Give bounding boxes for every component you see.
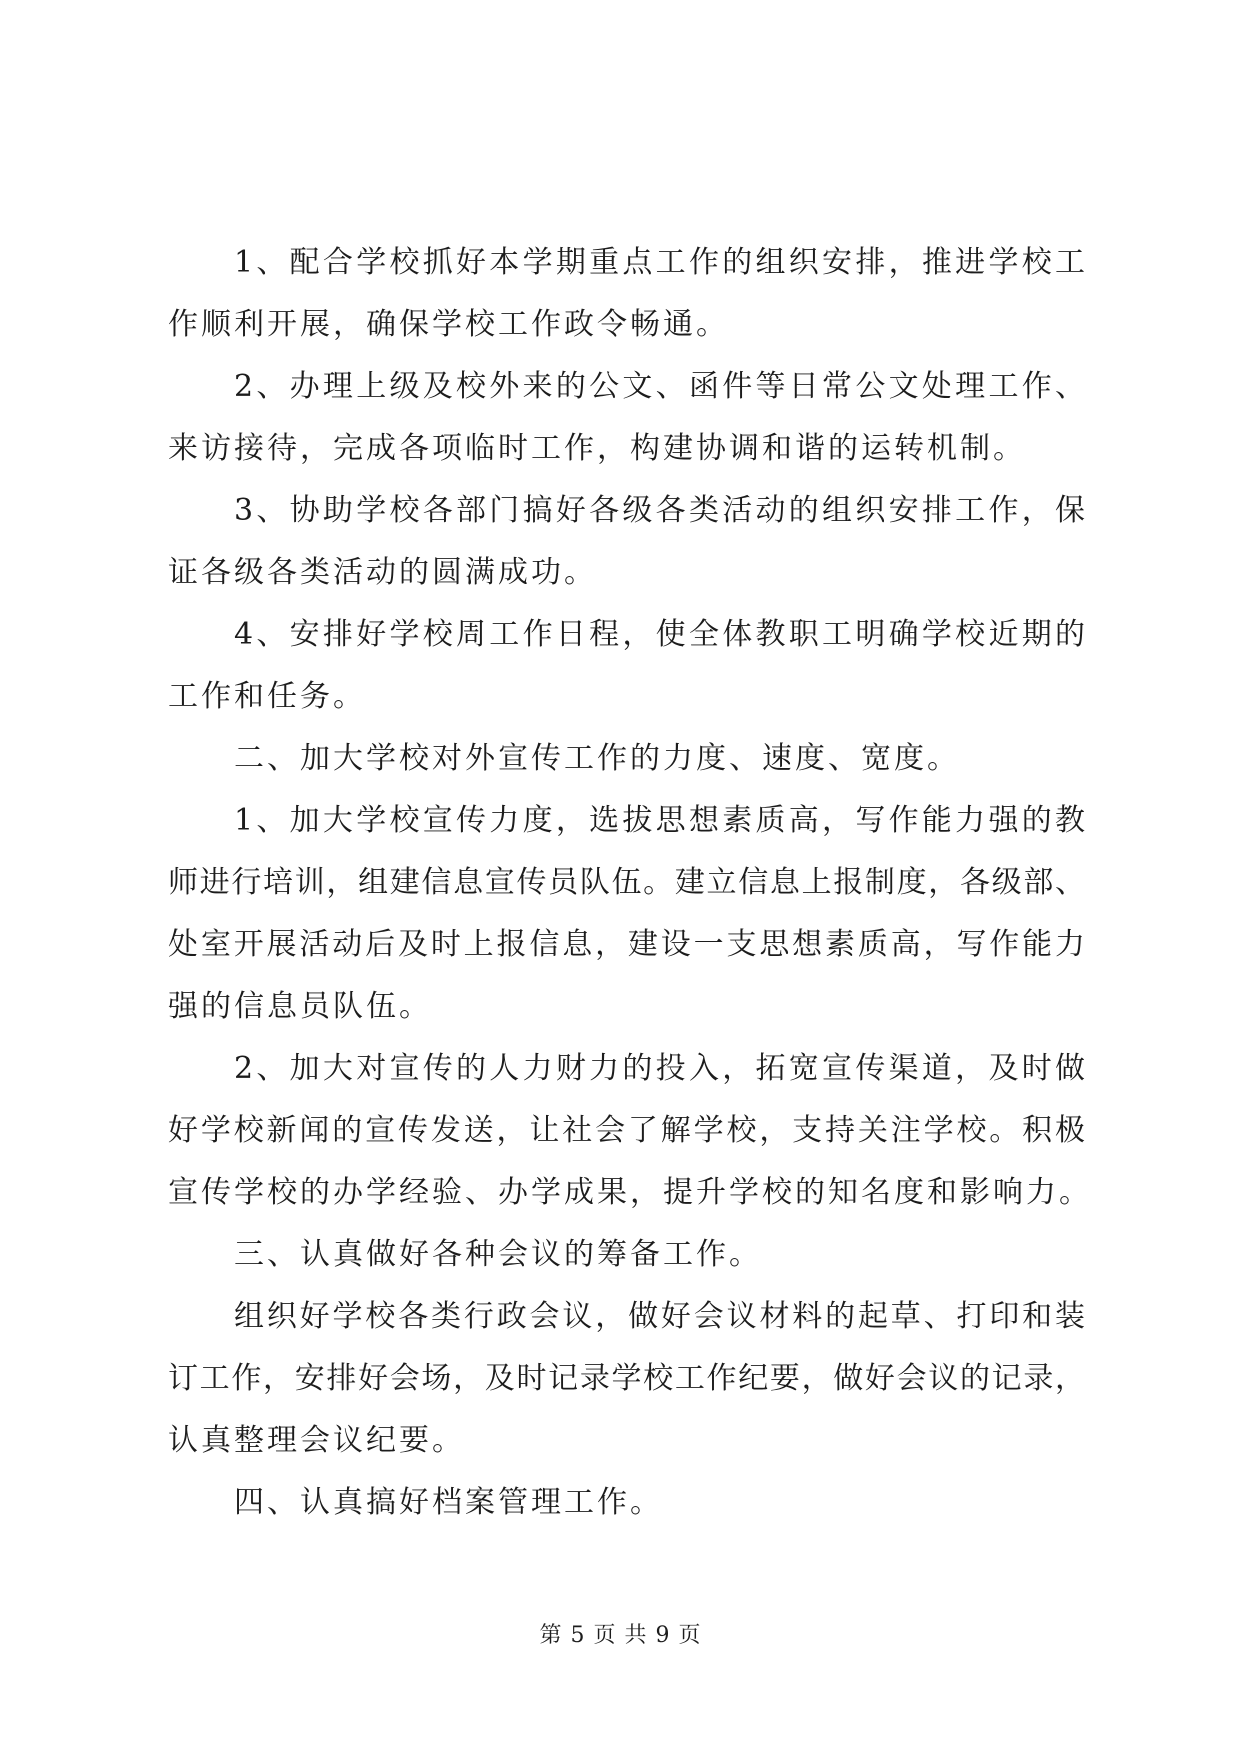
text-line: 3、协助学校各部门搞好各级各类活动的组织安排工作，保 xyxy=(234,493,1085,528)
section-heading xyxy=(168,1224,1085,1286)
text-line: 订工作，安排好会场，及时记录学校工作纪要，做好会议的记录， xyxy=(168,1361,1085,1396)
paragraph xyxy=(168,356,1085,480)
document-body xyxy=(168,232,1092,1534)
paragraph xyxy=(168,232,1085,356)
text-line: 处室开展活动后及时上报信息，建设一支思想素质高，写作能力 xyxy=(168,927,1085,962)
text-line: 三、认真做好各种会议的筹备工作。 xyxy=(234,1237,762,1272)
text-line: 四、认真搞好档案管理工作。 xyxy=(234,1485,663,1520)
paragraph xyxy=(168,790,1085,1038)
text-line: 来访接待，完成各项临时工作，构建协调和谐的运转机制。 xyxy=(168,431,1026,466)
text-line: 工作和任务。 xyxy=(168,679,366,714)
text-line: 二、加大学校对外宣传工作的力度、速度、宽度。 xyxy=(234,741,960,776)
text-line: 证各级各类活动的圆满成功。 xyxy=(168,555,597,590)
text-line: 2、办理上级及校外来的公文、函件等日常公文处理工作、 xyxy=(234,369,1085,404)
page-number-footer: 第 5 页 共 9 页 xyxy=(539,1623,702,1648)
section-heading xyxy=(168,728,1085,790)
text-line: 强的信息员队伍。 xyxy=(168,989,432,1024)
paragraph xyxy=(168,1038,1092,1224)
text-line: 2、加大对宣传的人力财力的投入，拓宽宣传渠道，及时做 xyxy=(234,1051,1085,1086)
text-line: 好学校新闻的宣传发送，让社会了解学校，支持关注学校。积极 xyxy=(168,1113,1085,1148)
paragraph xyxy=(168,480,1085,604)
text-line: 作顺利开展，确保学校工作政令畅通。 xyxy=(168,307,729,342)
text-line: 师进行培训，组建信息宣传员队伍。建立信息上报制度，各级部、 xyxy=(168,865,1085,900)
text-line: 1、加大学校宣传力度，选拔思想素质高，写作能力强的教 xyxy=(234,803,1085,838)
paragraph xyxy=(168,1286,1085,1472)
text-line: 组织好学校各类行政会议，做好会议材料的起草、打印和装 xyxy=(234,1299,1085,1334)
text-line: 宣传学校的办学经验、办学成果，提升学校的知名度和影响力。 xyxy=(168,1175,1092,1210)
text-line: 认真整理会议纪要。 xyxy=(168,1423,465,1458)
paragraph xyxy=(168,604,1085,728)
text-line: 1、配合学校抓好本学期重点工作的组织安排，推进学校工 xyxy=(234,245,1085,280)
text-line: 4、安排好学校周工作日程，使全体教职工明确学校近期的 xyxy=(234,617,1085,652)
section-heading xyxy=(168,1472,1085,1534)
